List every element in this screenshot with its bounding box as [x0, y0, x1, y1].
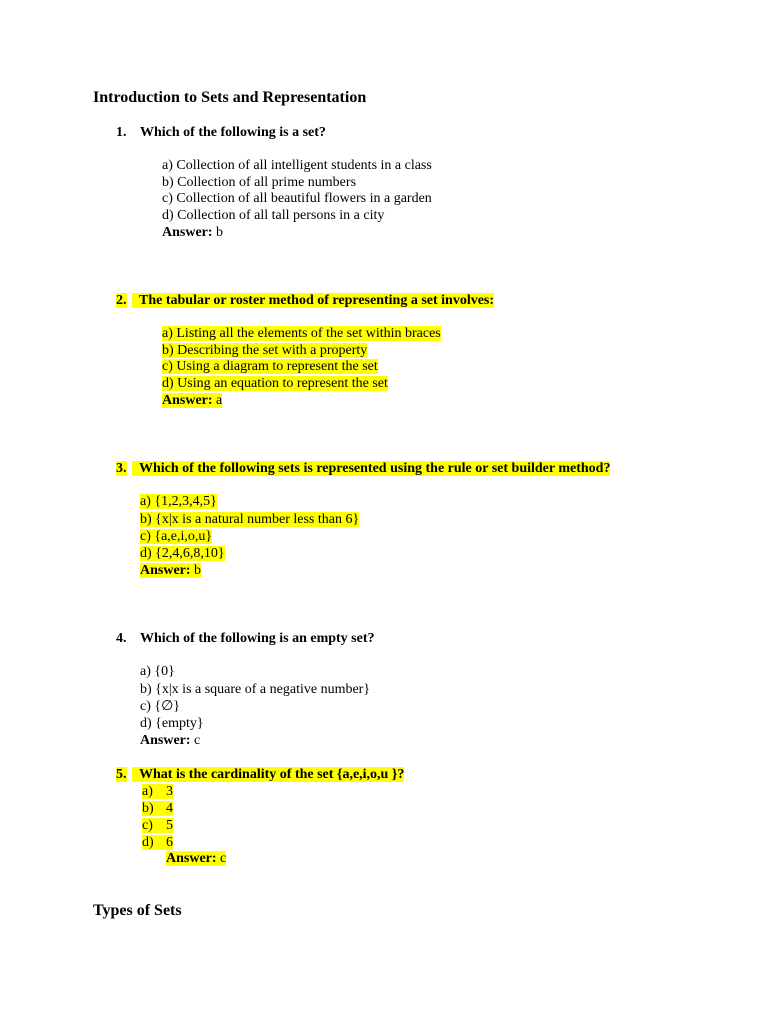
q4-option-a: a) {0}	[140, 664, 175, 679]
q5-option-c: c) 5	[142, 818, 173, 833]
question-4-number: 4.	[116, 631, 127, 646]
q3-answer-label: Answer:	[140, 563, 191, 578]
q1-answer-value: b	[212, 225, 224, 240]
q1-option-a: a) Collection of all intelligent students in a class	[162, 158, 432, 173]
question-5-number: 5.	[116, 767, 127, 782]
q4-option-d: d) {empty}	[140, 716, 204, 731]
question-5-text: What is the cardinality of the set {a,e,i,o,u }?	[132, 766, 404, 783]
question-1-number: 1.	[116, 125, 127, 140]
question-4-text: Which of the following is an empty set?	[140, 631, 375, 646]
q5-answer	[166, 850, 226, 867]
q3-option-d: d) {2,4,6,8,10}	[140, 546, 225, 561]
question-2-text: The tabular or roster method of representing a set involves:	[132, 292, 494, 309]
q1-answer	[162, 224, 223, 241]
q2-answer	[162, 392, 222, 409]
question-1-text: Which of the following is a set?	[140, 125, 326, 140]
q3-option-a: a) {1,2,3,4,5}	[140, 494, 217, 509]
q3-option-b: b) {x|x is a natural number less than 6}	[140, 512, 360, 527]
section-heading-intro: Introduction to Sets and Representation	[93, 89, 367, 106]
q1-answer-label: Answer:	[162, 225, 213, 240]
q4-option-b: b) {x|x is a square of a negative number}	[140, 682, 371, 697]
q5-option-d: d) 6	[142, 835, 173, 850]
q4-answer-label: Answer:	[140, 733, 191, 748]
q5-answer-value: c	[216, 851, 227, 866]
q2-option-d: d) Using an equation to represent the set	[162, 376, 388, 391]
q3-answer	[140, 562, 201, 579]
q2-option-c: c) Using a diagram to represent the set	[162, 359, 378, 374]
q4-option-c: c) {∅}	[140, 699, 181, 714]
question-3-number: 3.	[116, 461, 127, 476]
q1-option-d: d) Collection of all tall persons in a city	[162, 208, 385, 223]
section-heading-types: Types of Sets	[93, 902, 182, 919]
q1-option-b: b) Collection of all prime numbers	[162, 175, 357, 190]
question-3-text: Which of the following sets is represented using the rule or set builder method?	[132, 460, 610, 477]
q4-answer-value: c	[190, 733, 201, 748]
q2-answer-label: Answer:	[162, 393, 213, 408]
q5-answer-label: Answer:	[166, 851, 217, 866]
q4-answer	[140, 732, 200, 749]
q1-option-c: c) Collection of all beautiful flowers in a garden	[162, 191, 432, 206]
q3-option-c: c) {a,e,i,o,u}	[140, 529, 213, 544]
q5-option-a: a) 3	[142, 784, 173, 799]
q2-answer-value: a	[212, 393, 223, 408]
q3-answer-value: b	[190, 563, 202, 578]
question-2-number: 2.	[116, 293, 127, 308]
q5-option-b: b) 4	[142, 801, 173, 816]
q2-option-b: b) Describing the set with a property	[162, 343, 368, 358]
q2-option-a: a) Listing all the elements of the set within braces	[162, 326, 441, 341]
